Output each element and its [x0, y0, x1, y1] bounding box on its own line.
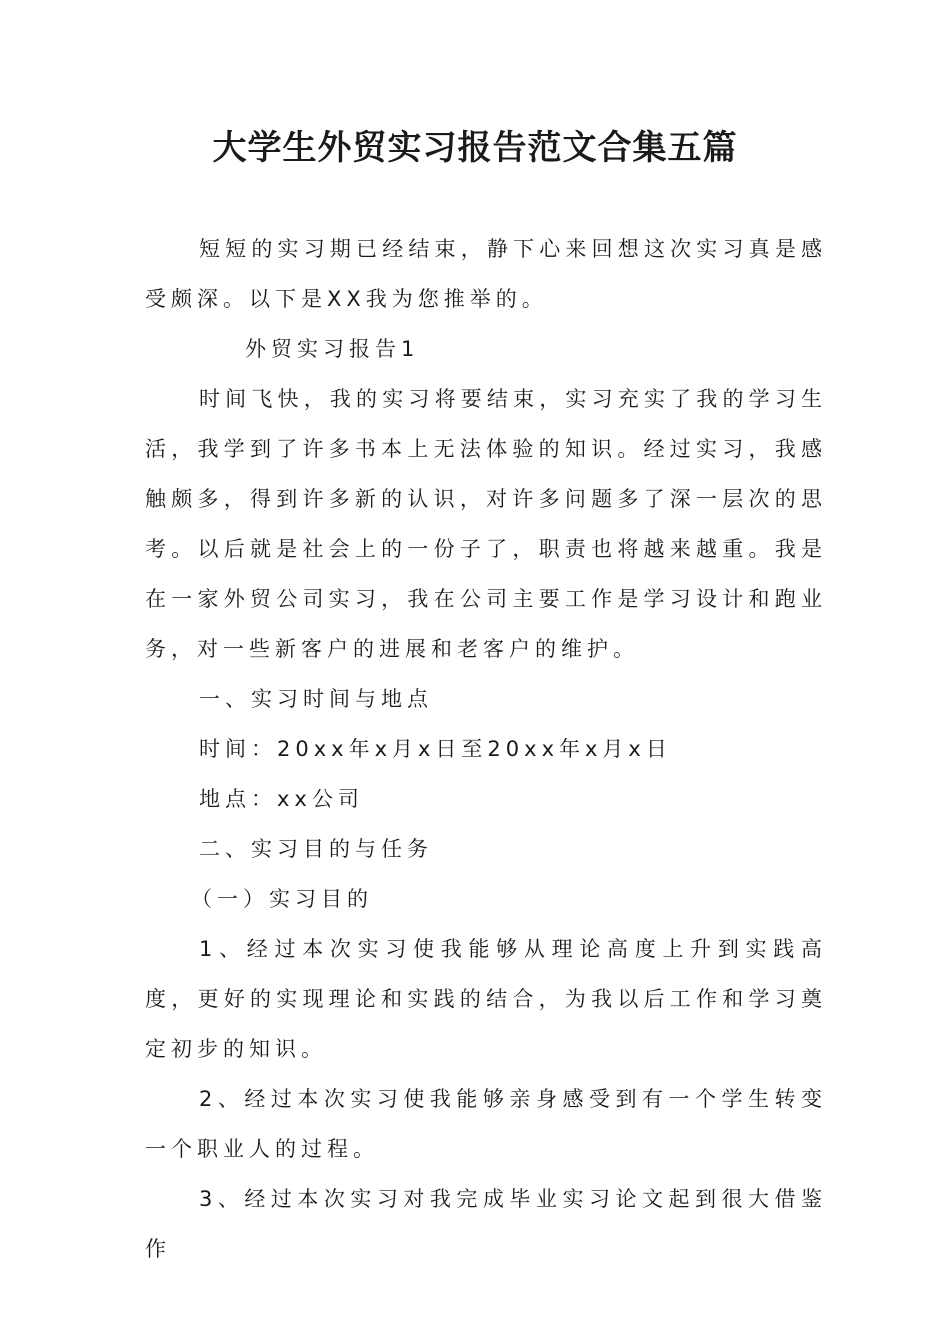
- heading-time-location: 一、实习时间与地点: [199, 687, 433, 711]
- document-body: [145, 224, 827, 1274]
- location-line: 地点：xx公司: [199, 787, 364, 811]
- list-item-1: 1、经过本次实习使我能够从理论高度上升到实践高度，更好的实现理论和实践的结合，为我以后工作和学习奠定初步的知识。: [145, 937, 827, 1061]
- heading-purpose-tasks: 二、实习目的与任务: [199, 837, 433, 861]
- intro-paragraph: 短短的实习期已经结束，静下心来回想这次实习真是感受颇深。以下是XX我为您推举的。: [145, 237, 827, 311]
- list-item-3: 3、经过本次实习对我完成毕业实习论文起到很大借鉴作: [145, 1187, 827, 1261]
- time-line: 时间：20xx年x月x日至20xx年x月x日: [199, 737, 672, 761]
- subheading-purpose: （一）实习目的: [191, 887, 373, 911]
- section-title-report-1: 外贸实习报告1: [245, 337, 420, 361]
- document-title: 大学生外贸实习报告范文合集五篇: [212, 128, 738, 168]
- report-paragraph: 时间飞快，我的实习将要结束，实习充实了我的学习生活，我学到了许多书本上无法体验的知识。经过实习，我感触颇多，得到许多新的认识，对许多问题多了深一层次的思考。以后就是社会上的一份子了，职责也将越来越重。我是在一家外贸公司实习，我在公司主要工作是学习设计和跑业务，对一些新客户的进展和老客户的维护。: [145, 387, 827, 661]
- list-item-2: 2、经过本次实习使我能够亲身感受到有一个学生转变一个职业人的过程。: [145, 1087, 827, 1161]
